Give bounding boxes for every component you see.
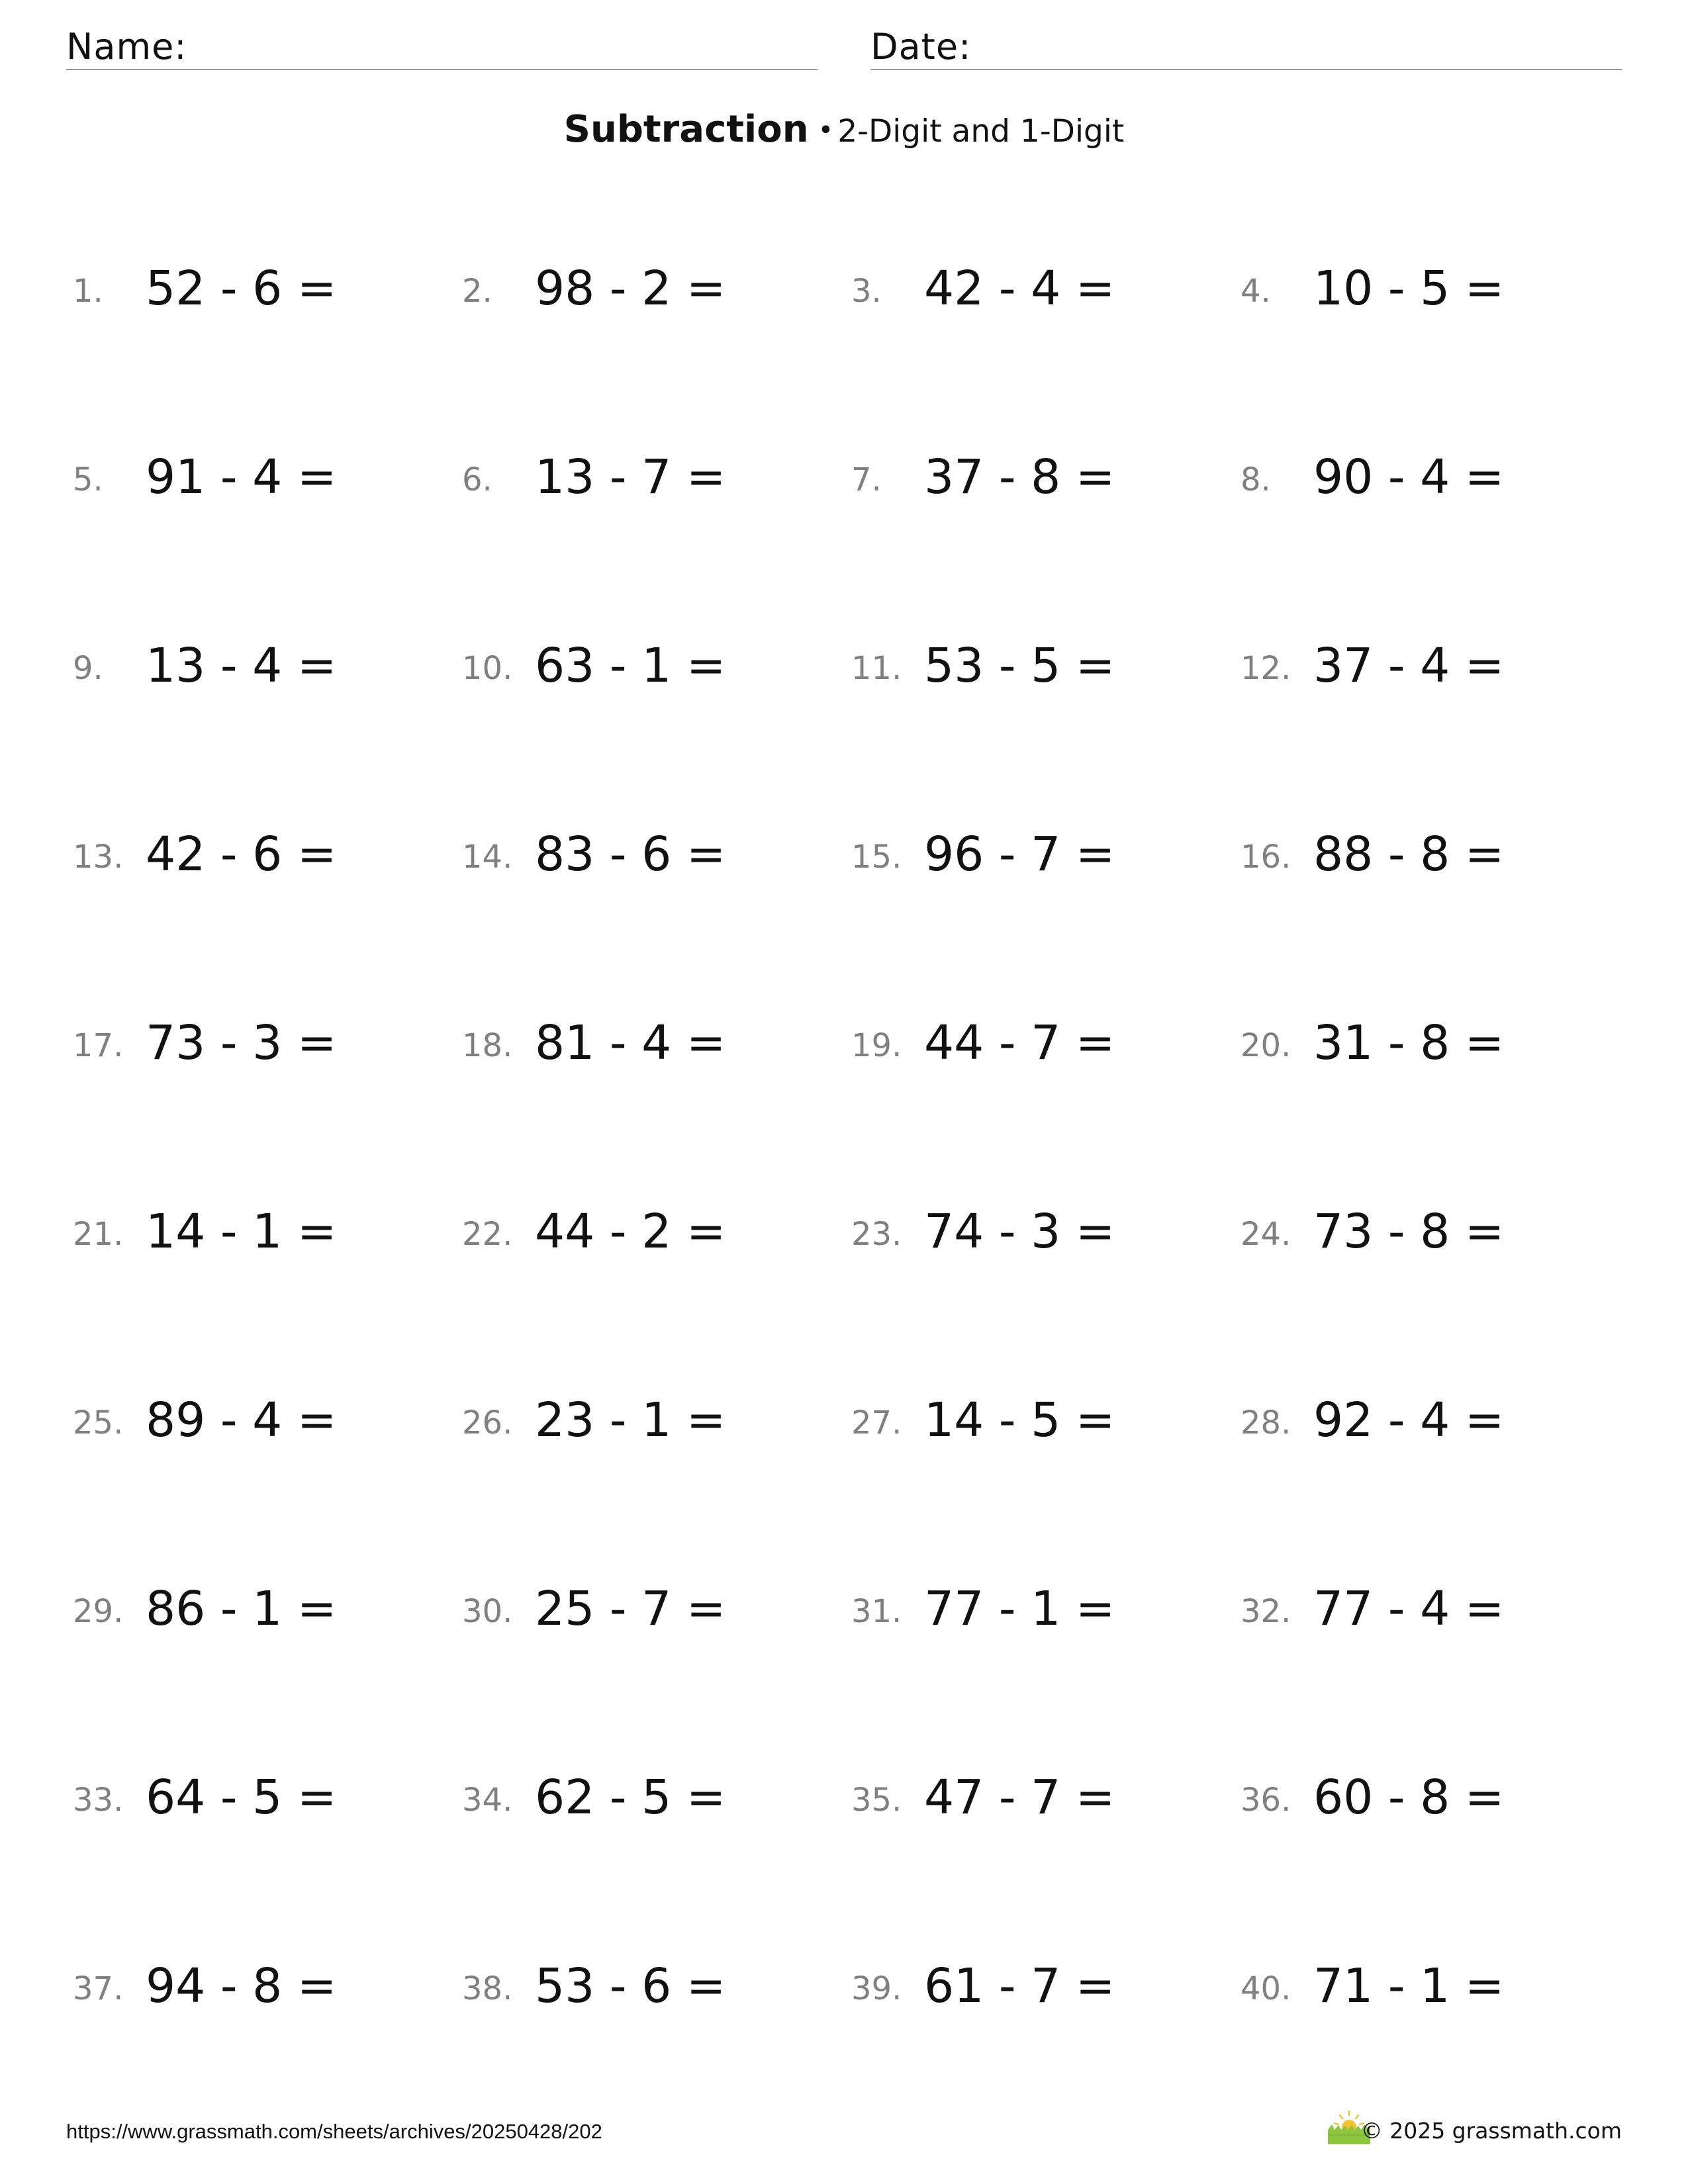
problem-item xyxy=(851,1519,1241,1707)
problem-number: 3. xyxy=(851,273,882,310)
problem-expression: 62 - 5 = xyxy=(535,1770,726,1825)
problem-number: 38. xyxy=(462,1970,513,2007)
problem-item xyxy=(1241,576,1622,764)
problem-number: 20. xyxy=(1241,1027,1291,1064)
problem-item xyxy=(73,1707,462,1896)
problem-number: 33. xyxy=(73,1782,124,1819)
problem-item xyxy=(73,387,462,576)
problem-item xyxy=(851,764,1241,953)
problem-item xyxy=(73,199,462,387)
footer-url: https://www.grassmath.com/sheets/archives/20250428/202 xyxy=(66,2120,602,2143)
problem-expression: 89 - 4 = xyxy=(146,1392,337,1447)
problem-expression: 10 - 5 = xyxy=(1313,261,1505,316)
problem-expression: 14 - 5 = xyxy=(924,1392,1115,1447)
problem-expression: 44 - 7 = xyxy=(924,1015,1115,1070)
problem-item xyxy=(462,953,851,1142)
footer-copyright: © 2025 grassmath.com xyxy=(1360,2118,1622,2144)
problem-number: 2. xyxy=(462,273,492,310)
problem-expression: 25 - 7 = xyxy=(535,1581,726,1636)
problem-expression: 83 - 6 = xyxy=(535,827,726,882)
problem-expression: 86 - 1 = xyxy=(146,1581,337,1636)
problem-item xyxy=(462,199,851,387)
problem-number: 37. xyxy=(73,1970,124,2007)
problem-number: 34. xyxy=(462,1782,513,1819)
problem-expression: 13 - 4 = xyxy=(146,638,337,693)
problem-item xyxy=(851,1142,1241,1330)
problem-item xyxy=(462,1707,851,1896)
problem-expression: 42 - 6 = xyxy=(146,827,337,882)
problem-number: 29. xyxy=(73,1593,124,1630)
problem-item xyxy=(851,1330,1241,1519)
problem-number: 28. xyxy=(1241,1404,1291,1441)
problem-expression: 60 - 8 = xyxy=(1313,1770,1505,1825)
problem-expression: 47 - 7 = xyxy=(924,1770,1115,1825)
problem-expression: 90 - 4 = xyxy=(1313,449,1505,504)
problem-expression: 23 - 1 = xyxy=(535,1392,726,1447)
problem-number: 6. xyxy=(462,461,492,498)
problem-number: 16. xyxy=(1241,839,1291,876)
problem-expression: 88 - 8 = xyxy=(1313,827,1505,882)
problem-number: 8. xyxy=(1241,461,1271,498)
problem-expression: 92 - 4 = xyxy=(1313,1392,1505,1447)
name-field[interactable] xyxy=(66,24,818,70)
problem-expression: 94 - 8 = xyxy=(146,1958,337,2013)
problem-number: 27. xyxy=(851,1404,902,1441)
problem-item xyxy=(851,953,1241,1142)
problem-number: 14. xyxy=(462,839,513,876)
problem-number: 35. xyxy=(851,1782,902,1819)
problem-expression: 44 - 2 = xyxy=(535,1204,726,1259)
problem-grid xyxy=(73,199,1622,2085)
problem-item xyxy=(462,764,851,953)
problem-number: 13. xyxy=(73,839,124,876)
problem-expression: 77 - 1 = xyxy=(924,1581,1115,1636)
problem-number: 5. xyxy=(73,461,103,498)
problem-number: 36. xyxy=(1241,1782,1291,1819)
problem-number: 39. xyxy=(851,1970,902,2007)
problem-expression: 73 - 3 = xyxy=(146,1015,337,1070)
problem-number: 12. xyxy=(1241,650,1291,687)
problem-number: 21. xyxy=(73,1216,124,1253)
problem-item xyxy=(462,1519,851,1707)
problem-item xyxy=(851,387,1241,576)
problem-item xyxy=(1241,953,1622,1142)
problem-expression: 63 - 1 = xyxy=(535,638,726,693)
problem-expression: 31 - 8 = xyxy=(1313,1015,1505,1070)
problem-item xyxy=(73,1330,462,1519)
problem-expression: 37 - 4 = xyxy=(1313,638,1505,693)
problem-number: 7. xyxy=(851,461,882,498)
problem-item xyxy=(462,1896,851,2085)
problem-number: 23. xyxy=(851,1216,902,1253)
problem-expression: 91 - 4 = xyxy=(146,449,337,504)
problem-item xyxy=(1241,1707,1622,1896)
problem-number: 24. xyxy=(1241,1216,1291,1253)
problem-expression: 61 - 7 = xyxy=(924,1958,1115,2013)
problem-expression: 53 - 6 = xyxy=(535,1958,726,2013)
problem-number: 11. xyxy=(851,650,902,687)
problem-number: 10. xyxy=(462,650,513,687)
problem-number: 22. xyxy=(462,1216,513,1253)
problem-item xyxy=(462,387,851,576)
problem-item xyxy=(73,1519,462,1707)
problem-number: 19. xyxy=(851,1027,902,1064)
problem-item xyxy=(851,1896,1241,2085)
problem-item xyxy=(851,1707,1241,1896)
problem-expression: 42 - 4 = xyxy=(924,261,1115,316)
problem-expression: 96 - 7 = xyxy=(924,827,1115,882)
problem-number: 15. xyxy=(851,839,902,876)
problem-expression: 77 - 4 = xyxy=(1313,1581,1505,1636)
problem-expression: 71 - 1 = xyxy=(1313,1958,1505,2013)
problem-item xyxy=(1241,199,1622,387)
problem-item xyxy=(73,764,462,953)
problem-expression: 64 - 5 = xyxy=(146,1770,337,1825)
problem-item xyxy=(73,1142,462,1330)
problem-expression: 13 - 7 = xyxy=(535,449,726,504)
problem-expression: 98 - 2 = xyxy=(535,261,726,316)
date-label: Date: xyxy=(870,26,972,68)
problem-expression: 74 - 3 = xyxy=(924,1204,1115,1259)
problem-item xyxy=(851,576,1241,764)
title-separator: • xyxy=(818,115,834,146)
problem-number: 18. xyxy=(462,1027,513,1064)
problem-number: 4. xyxy=(1241,273,1271,310)
problem-expression: 53 - 5 = xyxy=(924,638,1115,693)
problem-number: 32. xyxy=(1241,1593,1291,1630)
problem-number: 17. xyxy=(73,1027,124,1064)
problem-item xyxy=(1241,1519,1622,1707)
title-subtitle: 2-Digit and 1-Digit xyxy=(837,113,1125,150)
problem-number: 30. xyxy=(462,1593,513,1630)
date-field[interactable] xyxy=(870,24,1622,70)
problem-item xyxy=(73,576,462,764)
problem-item xyxy=(73,953,462,1142)
problem-item xyxy=(1241,1330,1622,1519)
problem-number: 9. xyxy=(73,650,103,687)
problem-number: 31. xyxy=(851,1593,902,1630)
problem-number: 26. xyxy=(462,1404,513,1441)
problem-expression: 73 - 8 = xyxy=(1313,1204,1505,1259)
problem-item xyxy=(1241,764,1622,953)
problem-number: 40. xyxy=(1241,1970,1291,2007)
problem-number: 25. xyxy=(73,1404,124,1441)
problem-number: 1. xyxy=(73,273,103,310)
problem-item xyxy=(851,199,1241,387)
problem-expression: 14 - 1 = xyxy=(146,1204,337,1259)
title-main: Subtraction xyxy=(563,108,809,151)
problem-expression: 81 - 4 = xyxy=(535,1015,726,1070)
problem-expression: 52 - 6 = xyxy=(146,261,337,316)
problem-item xyxy=(462,576,851,764)
problem-item xyxy=(1241,387,1622,576)
problem-expression: 37 - 8 = xyxy=(924,449,1115,504)
name-label: Name: xyxy=(66,26,187,68)
problem-item xyxy=(1241,1896,1622,2085)
problem-item xyxy=(462,1142,851,1330)
problem-item xyxy=(1241,1142,1622,1330)
problem-item xyxy=(73,1896,462,2085)
worksheet-title xyxy=(0,106,1688,154)
problem-item xyxy=(462,1330,851,1519)
